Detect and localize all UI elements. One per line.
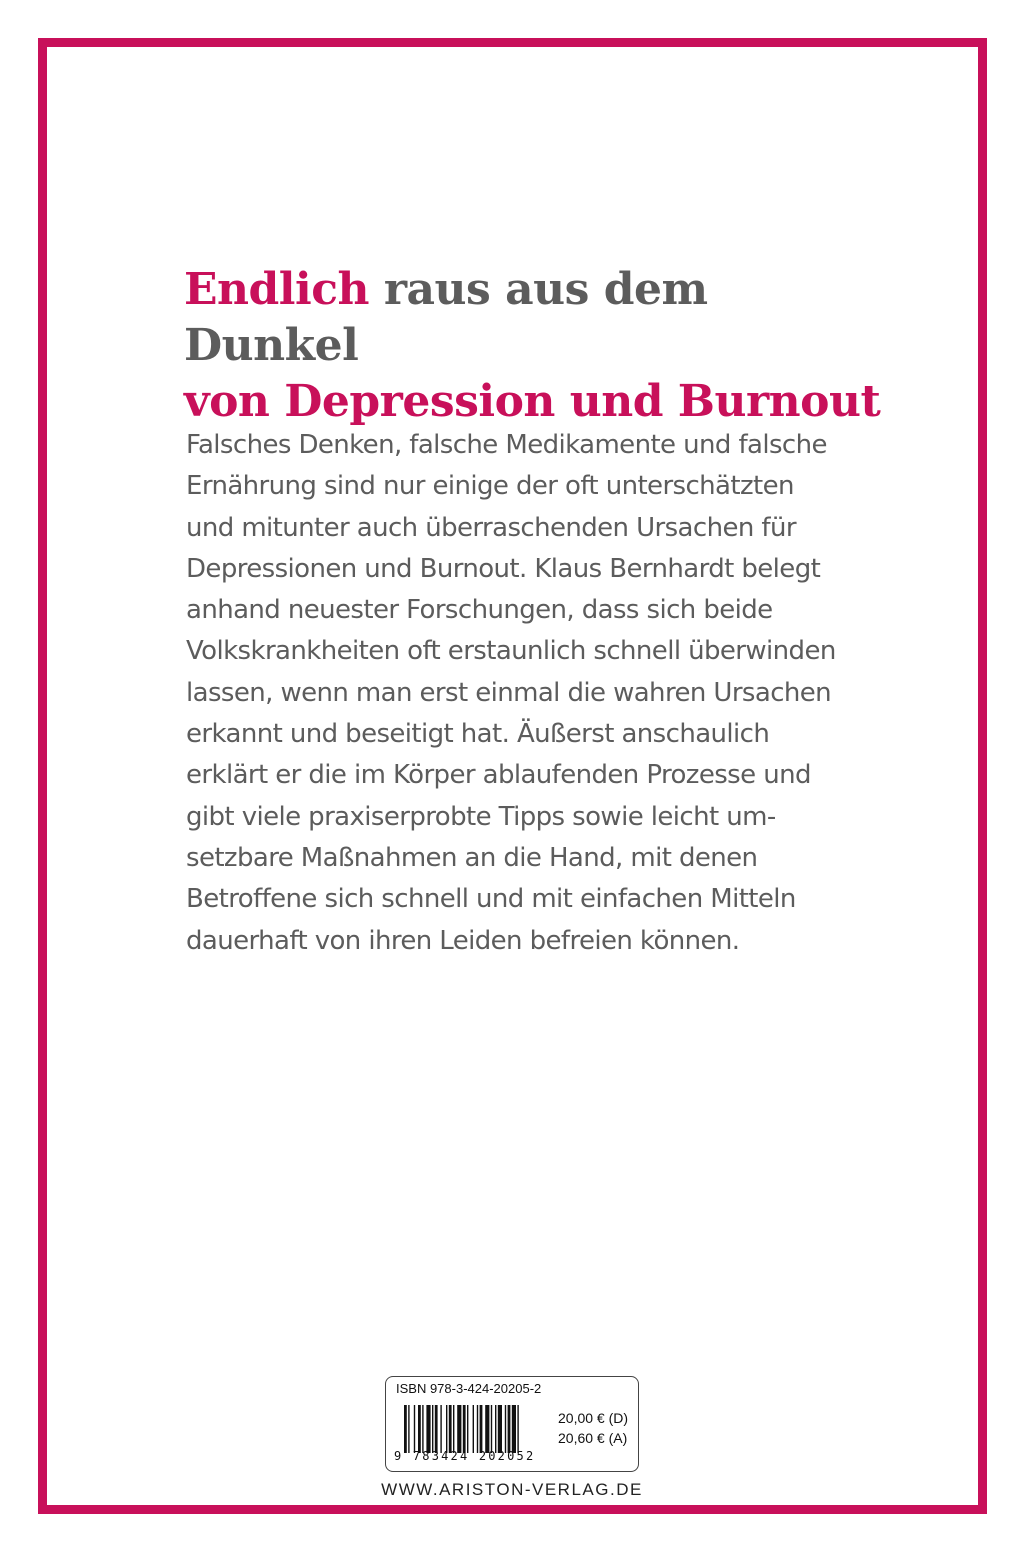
barcode-bar: [457, 1405, 461, 1453]
blurb-line: erklärt er die im Körper ablaufenden Prozesse und: [186, 760, 811, 791]
barcode-bar: [449, 1405, 452, 1453]
headline: [184, 262, 884, 430]
blurb-line: gibt viele praxiserprobte Tipps sowie leicht um-: [186, 801, 776, 832]
barcode-icon: [404, 1405, 550, 1453]
blurb-line: und mitunter auch überraschenden Ursachen für: [186, 512, 796, 543]
barcode-bar: [408, 1405, 409, 1453]
barcode-bar: [432, 1405, 433, 1453]
barcode-bar: [422, 1405, 423, 1453]
blurb-text: [186, 425, 886, 962]
barcode-bar: [467, 1405, 468, 1453]
barcode-bar: [418, 1405, 421, 1453]
barcode-bar: [512, 1405, 516, 1453]
blurb-line: erkannt und beseitigt hat. Äußerst anschaulich: [186, 719, 770, 750]
barcode-bar: [517, 1405, 518, 1453]
isbn-text: ISBN 978-3-424-20205-2: [396, 1381, 542, 1396]
barcode-digits: 9 783424 202052: [394, 1449, 536, 1463]
price-austria: 20,60 € (A): [558, 1430, 628, 1446]
barcode-bar: [446, 1405, 447, 1453]
blurb-line: Depressionen und Burnout. Klaus Bernhardt belegt: [186, 553, 821, 584]
barcode-bar: [485, 1405, 489, 1453]
price-germany: 20,00 € (D): [558, 1410, 629, 1426]
blurb-line: Ernährung sind nur einige der oft unterschätzten: [186, 471, 794, 502]
barcode-bar: [491, 1405, 492, 1453]
blurb-line: Falsches Denken, falsche Medikamente und falsche: [186, 430, 827, 460]
headline-line1-rest: raus aus dem Dunkel: [184, 264, 708, 371]
blurb-line: lassen, wenn man erst einmal die wahren Ursachen: [186, 677, 832, 708]
blurb-line: Betroffene sich schnell und mit einfachen Mitteln: [186, 884, 796, 915]
barcode-bar: [498, 1405, 502, 1453]
barcode-bar: [440, 1405, 441, 1453]
barcode-label: [385, 1376, 639, 1472]
barcode-bar: [426, 1405, 430, 1453]
barcode-bar: [508, 1405, 511, 1453]
barcode-bar: [414, 1405, 415, 1453]
barcode-bar: [477, 1405, 478, 1453]
barcode-bar: [404, 1405, 407, 1453]
barcode-bar: [505, 1405, 506, 1453]
barcode-bar: [453, 1405, 454, 1453]
blurb-line: dauerhaft von ihren Leiden befreien können.: [186, 925, 740, 956]
barcode-bar: [495, 1405, 496, 1453]
price-list: [558, 1408, 628, 1448]
headline-line2: von Depression und Burnout: [184, 376, 881, 427]
blurb-line: setzbare Maßnahmen an die Hand, mit denen: [186, 842, 758, 873]
publisher-website: WWW.ARISTON-VERLAG.DE: [381, 1480, 643, 1499]
barcode-bar: [473, 1405, 474, 1453]
barcode-bar: [480, 1405, 483, 1453]
barcode-bar: [435, 1405, 438, 1453]
blurb-line: anhand neuester Forschungen, dass sich beide: [186, 595, 773, 626]
barcode-bar: [463, 1405, 466, 1453]
blurb-line: Volkskrankheiten oft erstaunlich schnell überwinden: [186, 636, 836, 667]
headline-accent-word: Endlich: [184, 264, 370, 315]
